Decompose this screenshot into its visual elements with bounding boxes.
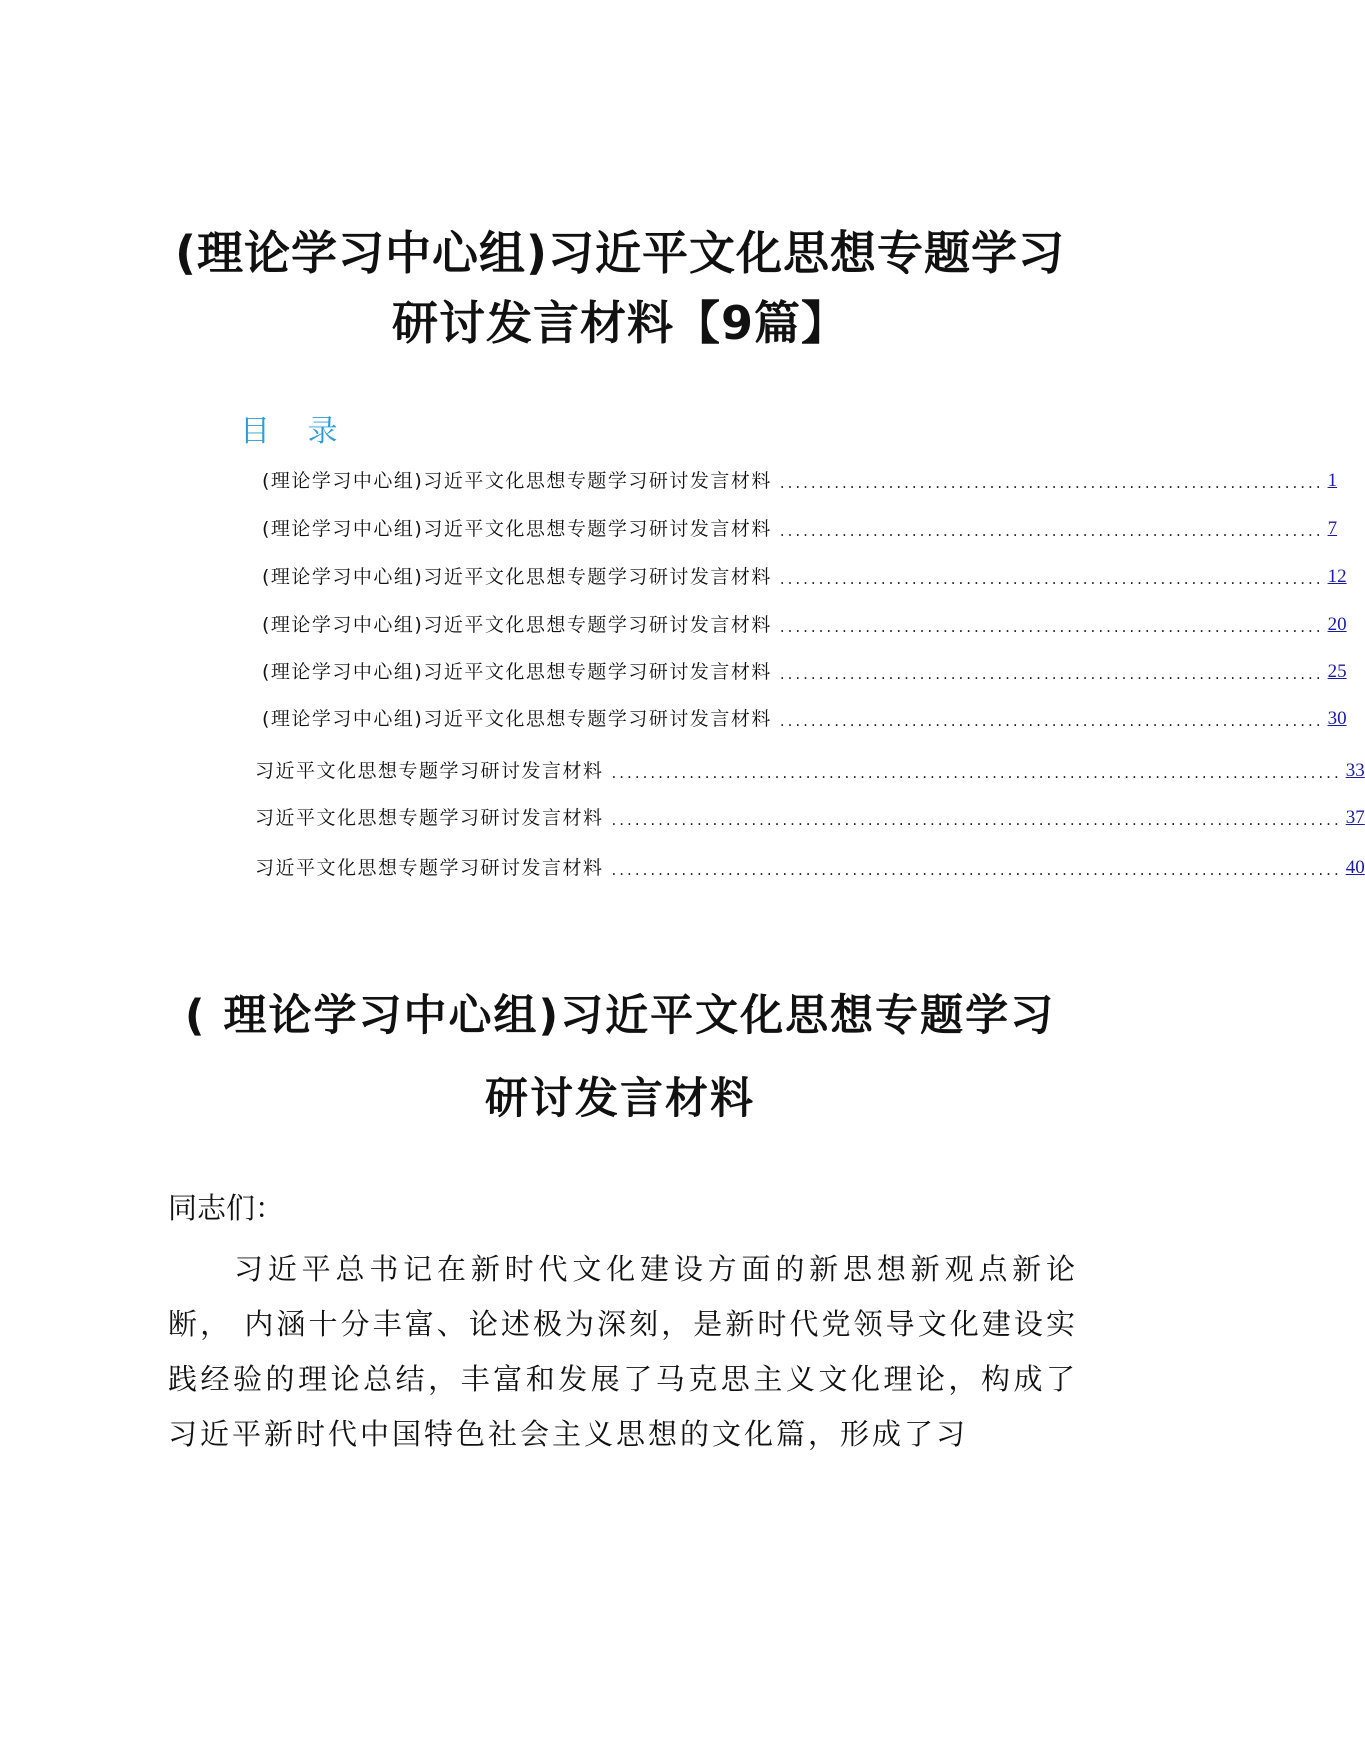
document-title-line-2: 研讨发言材料【9篇】: [391, 296, 848, 350]
toc-dot-leader: ......................................................................: [779, 522, 1324, 540]
toc-page-link[interactable]: 12: [1327, 566, 1347, 587]
section-title: [0, 991, 1240, 1124]
toc-entry[interactable]: [255, 853, 1365, 883]
toc-page-link[interactable]: 20: [1327, 614, 1347, 635]
toc-dot-leader: ..............................................................................................: [611, 811, 1342, 829]
toc-entry-label: 习近平文化思想专题学习研讨发言材料: [255, 760, 604, 782]
toc-entry[interactable]: [262, 704, 1347, 734]
toc-entry[interactable]: [262, 562, 1347, 592]
toc-dot-leader: ..............................................................................................: [611, 861, 1342, 879]
toc-page-link[interactable]: 37: [1345, 807, 1365, 828]
toc-page-link[interactable]: 25: [1327, 661, 1347, 682]
toc-entry[interactable]: [262, 610, 1347, 640]
body-paragraph: 习近平总书记在新时代文化建设方面的新思想新观点新论断， 内涵十分丰富、论述极为深刻，是新时代党领导文化建设实践经验的理论总结，丰富和发展了马克思主义文化理论，构成了习近平新时代中国特色社会主义思想的文化篇，形成了习: [168, 1252, 1078, 1451]
document-title: [0, 226, 1240, 350]
toc-heading: 目 录: [240, 414, 352, 449]
toc-entry-label: (理论学习中心组)习近平文化思想专题学习研讨发言材料: [262, 708, 772, 730]
toc-entry-label: (理论学习中心组)习近平文化思想专题学习研讨发言材料: [262, 470, 772, 492]
toc-dot-leader: ..............................................................................................: [611, 764, 1342, 782]
toc-dot-leader: ......................................................................: [779, 712, 1324, 730]
toc-entry-label: (理论学习中心组)习近平文化思想专题学习研讨发言材料: [262, 518, 772, 540]
toc-entry[interactable]: [262, 466, 1338, 496]
document-title-line-1: (理论学习中心组)习近平文化思想专题学习: [174, 226, 1066, 280]
toc-page-link[interactable]: 40: [1345, 857, 1365, 878]
toc-page-link[interactable]: 7: [1327, 518, 1338, 539]
toc-dot-leader: ......................................................................: [779, 665, 1324, 683]
toc-entry-label: 习近平文化思想专题学习研讨发言材料: [255, 807, 604, 829]
toc-entry[interactable]: [262, 657, 1347, 687]
toc-entry-label: 习近平文化思想专题学习研讨发言材料: [255, 857, 604, 879]
toc-page-link[interactable]: 30: [1327, 708, 1347, 729]
toc-page-link[interactable]: 1: [1327, 470, 1338, 491]
toc-entry[interactable]: [255, 803, 1365, 833]
toc-entry[interactable]: [255, 756, 1365, 786]
toc-dot-leader: ......................................................................: [779, 618, 1324, 636]
toc-entry-label: (理论学习中心组)习近平文化思想专题学习研讨发言材料: [262, 661, 772, 683]
toc-page-link[interactable]: 33: [1345, 760, 1365, 781]
salutation: 同志们：: [168, 1191, 285, 1225]
toc-entry-label: (理论学习中心组)习近平文化思想专题学习研讨发言材料: [262, 614, 772, 636]
toc-entry-label: (理论学习中心组)习近平文化思想专题学习研讨发言材料: [262, 566, 772, 588]
section-title-line-2: 研讨发言材料: [485, 1074, 755, 1124]
toc-dot-leader: ......................................................................: [779, 474, 1324, 492]
section-title-line-1: ( 理论学习中心组)习近平文化思想专题学习: [184, 991, 1056, 1041]
toc-entry[interactable]: [262, 514, 1338, 544]
toc-dot-leader: ......................................................................: [779, 570, 1324, 588]
